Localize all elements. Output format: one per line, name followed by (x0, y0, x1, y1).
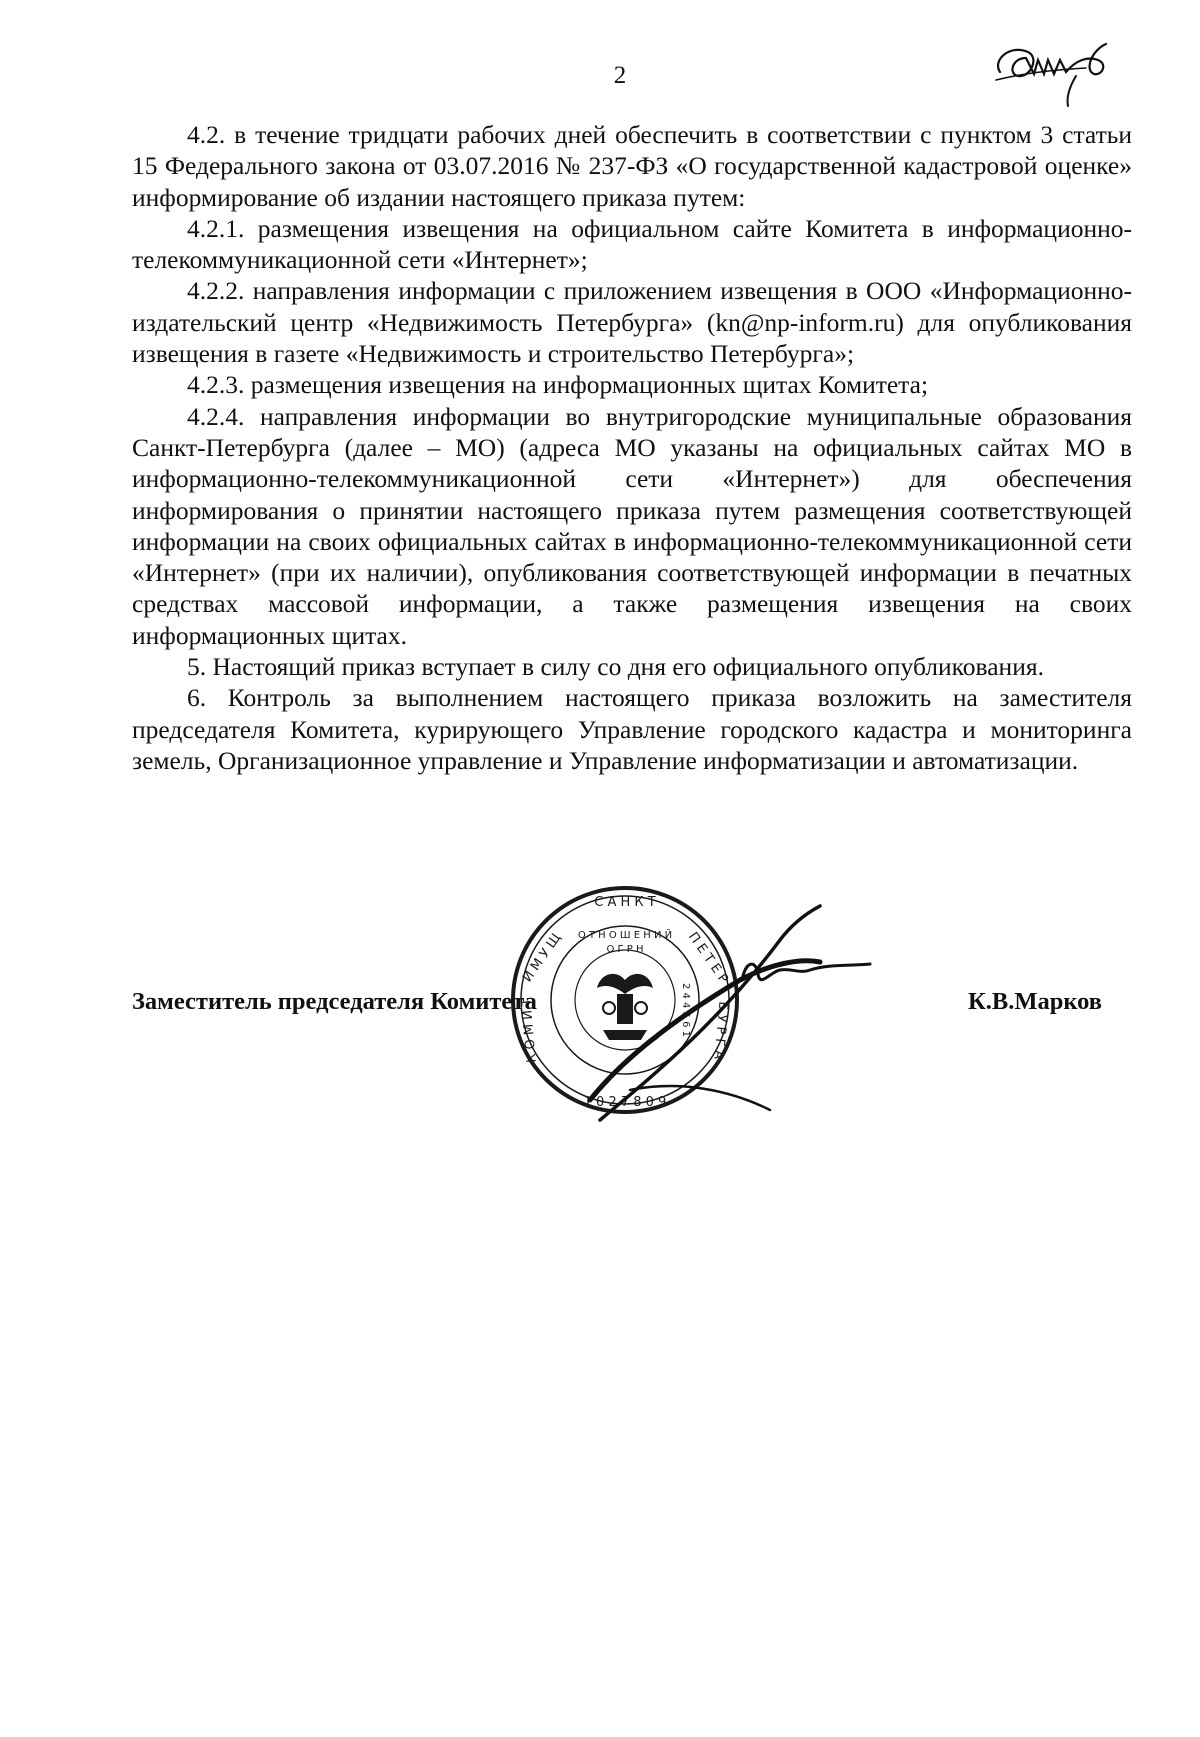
paragraph-4-2-2: 4.2.2. направления информации с приложением извещения в ООО «Информационно-издательский центр «Недвижимость Петербурга» (kn@np-inform.ru) для опубликования извещения в газете «Недвижимость и строительство Петербурга»; (132, 276, 1132, 369)
signer-title: Заместитель председателя Комитета (132, 988, 537, 1015)
paragraph-4-2: 4.2. в течение тридцати рабочих дней обеспечить в соответствии с пунктом 3 статьи 15 Федерального закона от 03.07.2016 № 237-ФЗ «О государственной кадастровой оценке» информирование об издании настоящего приказа путем: (132, 120, 1132, 212)
svg-text:О Т Н О Ш Е Н И Й: О Т Н О Ш Е Н И Й (577, 930, 673, 941)
svg-text:П Е Т Е Р: П Е Т Е Р (684, 929, 731, 987)
svg-text:И М У Щ: И М У Щ (520, 930, 565, 986)
paragraph-4-2-3: 4.2.3. размещения извещения на информационных щитах Комитета; (187, 370, 929, 400)
paragraph-4-2-1: 4.2.1. размещения извещения на официальном сайте Комитета в информационно-телекоммуникационной сети «Интернет»; (132, 213, 1132, 275)
paragraph-6: 6. Контроль за выполнением настоящего приказа возложить на заместителя председателя Комитета, курирующего Управление городского кадастра и мониторинга земель, Организационное управление и Управление информатизации и автоматизации. (132, 683, 1132, 775)
signer-name: К.В.Марков (967, 988, 1102, 1015)
svg-text:О Г Р Н: О Г Р Н (606, 944, 644, 955)
svg-text:2 4 4 5 6 1: 2 4 4 5 6 1 (680, 982, 691, 1038)
handwritten-signature (570, 900, 900, 1150)
svg-text:Б У Р Г А: Б У Р Г А (710, 1000, 731, 1060)
handwritten-initials (990, 30, 1120, 110)
paragraph-5: 5. Настоящий приказ вступает в силу со дня его официального опубликования. (187, 652, 1044, 682)
svg-text:С А Н К Т: С А Н К Т (594, 895, 656, 910)
page-number: 2 (613, 62, 627, 89)
svg-text:К О М И Т: К О М И Т (519, 997, 540, 1064)
paragraph-4-2-4: 4.2.4. направления информации во внутригородские муниципальные образования Санкт-Петербурга (далее – МО) (адреса МО указаны на официальных сайтах МО в информационно-телекоммуникационной сети «Интернет») для обеспечения информирования о принятии настоящего приказа путем размещения соответствующей информации на своих официальных сайтах в информационно-телекоммуникационной сети «Интернет» (при их наличии), опубликования соответствующей информации в печатных средствах массовой информации, а также размещения извещения на своих информационных щитах. (132, 401, 1132, 650)
svg-text:1 0 2 7 8 0 9: 1 0 2 7 8 0 9 (583, 1095, 667, 1110)
document-body (132, 119, 1132, 776)
